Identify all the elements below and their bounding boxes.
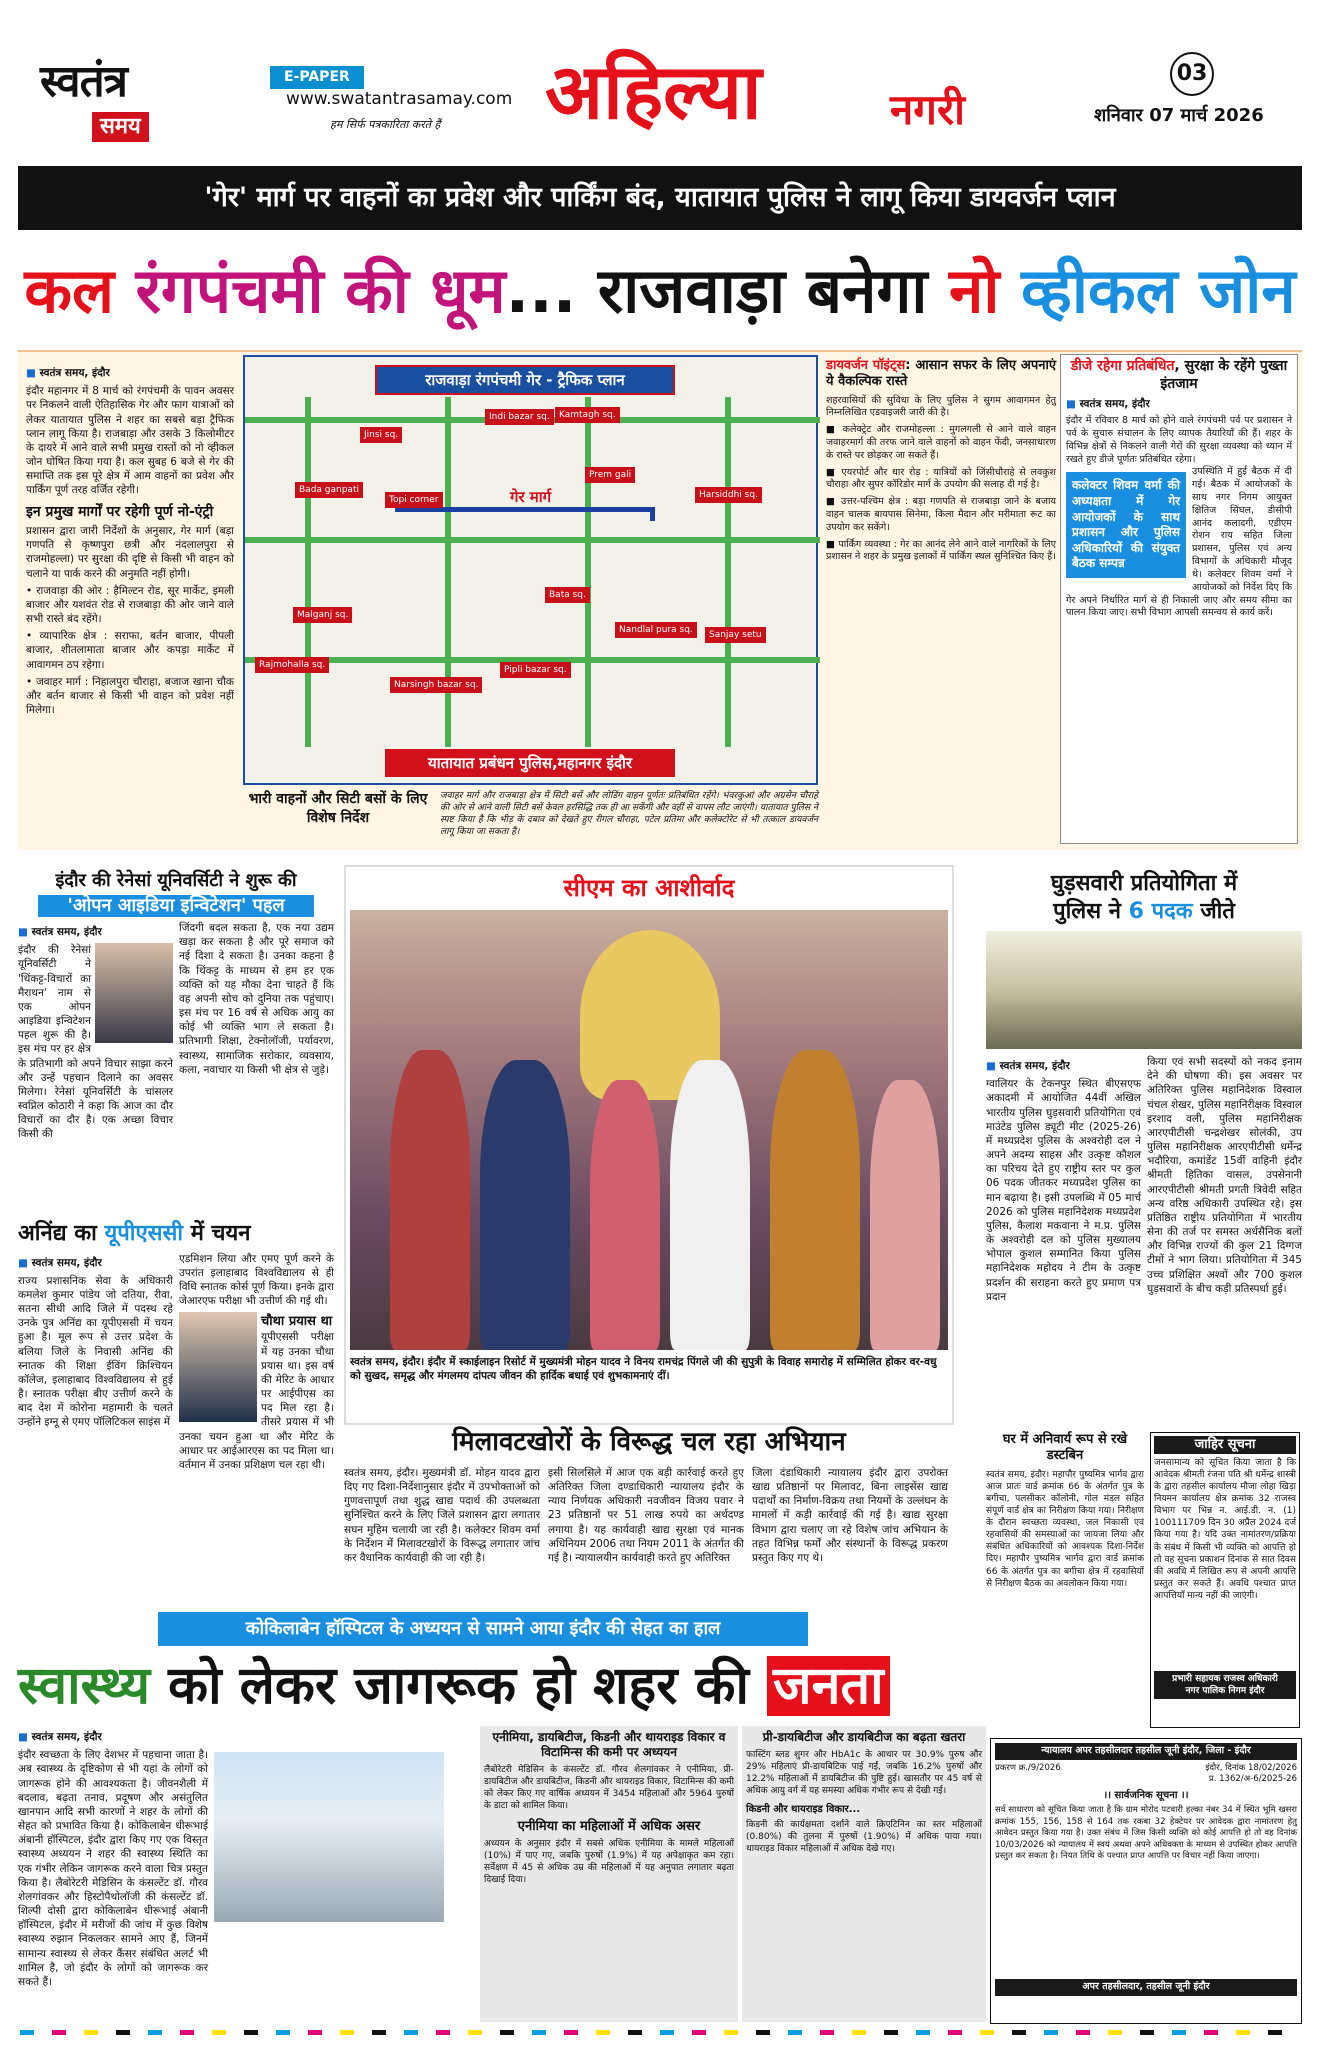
registration-dot: [84, 2030, 98, 2035]
police-photo: [986, 931, 1302, 1049]
dj-story: डीजे रहेगा प्रतिबंधित, सुरक्षा के रहेंगे पुख्ता इंतजाम ■ स्वतंत्र समय, इंदौर इंदौर में रविवार 8 मार्च को होने वाले रंगपंचमी पर्व पर प्रशासन ने पर्व के सुचारु संचालन के लिए व्यापक तैयारियाँ की हैं। शहर के विभिन्न क्षेत्रों से निकलने वाली गेरों की सुरक्षा व्यवस्था को ध्यान में रखते हुए डीजे पूर्णतः प्रतिबंधित रहेगा। कलेक्टर शिवम वर्मा की अध्यक्षता में गेर आयोजकों के साथ प्रशासन और पुलिस अधिकारियों की संयुक्त बैठक सम्पन्न उपस्थिति में हुई बैठक में दी गई। बैठक में आयोजकों के साथ नगर निगम आयुक्त क्षितिज सिंघल, डीसीपी आनंद कलादगी, एडीएम रोशन राय सहित जिला प्रशासन, पुलिस एवं अन्य विभागों के अधिकारी मौजूद थे। कलेक्टर शिवम वर्मा ने आयोजकों को निर्देश दिए कि गेर अपने निर्धारित मार्ग से ही निकाली जाए और समय सीमा का पालन किया जाए। सभी विभाग आपसी समन्वय से कार्य करें।: [1066, 358, 1292, 840]
registration-dot: [820, 2030, 834, 2035]
map-place: Harsiddhi sq.: [695, 487, 762, 503]
registration-dot: [244, 2030, 258, 2035]
registration-dot: [436, 2030, 450, 2035]
headline-part: ... राजवाड़ा बनेगा: [505, 254, 949, 327]
registration-dot: [1268, 2030, 1282, 2035]
registration-dot: [596, 2030, 610, 2035]
registration-dot: [276, 2030, 290, 2035]
cm-photo-title: सीएम का आशीर्वाद: [563, 874, 735, 902]
upsc-story: अनिंद्य का यूपीएससी में चयन ■ स्वतंत्र समय, इंदौर राज्य प्रशासनिक सेवा के अधिकारी कमलेश कुमार पांडेय जो दतिया, रीवा, सतना सीधी आदि जिले में पदस्थ रहे उनके पुत्र अनिंद्य का यूपीएससी में चयन हुआ है। मूल रूप से उत्तर प्रदेश के बलिया जिले के निवासी अनिंद्य की स्नातक की शिक्षा ईविंग क्रिश्चियन कॉलेज, इलाहाबाद विश्वविद्यालय से हुई है। स्नातक परीक्षा बीए उत्तीर्ण करने के बाद देश में कोरोना महामारी के चलते उन्होंने इग्नू से एमए पॉलिटिकल साइंस में एडमिशन लिया और एमए पूर्ण करने के उपरांत इलाहाबाद विश्वविद्यालय से ही विधि स्नातक कोर्स पूर्ण किया। इनके द्वारा जेआरएफ परीक्षा भी उत्तीर्ण की गई थी। चौथा प्रयास था यूपीएससी परीक्षा में यह उनका चौथा प्रयास था। इस वर्ष की मेरिट के आधार पर आईपीएस का पद मिल रहा है। तीसरे प्रयास में भी उनका चयन हुआ था और मेरिट के आधार पर आईआरएस का पद मिला था। वर्तमान में उनका प्रशिक्षण चल रहा थी।: [18, 1220, 334, 1610]
headline-part: रंगपंचमी की धूम: [135, 254, 506, 327]
diversion-story: डायवर्जन पॉइंट्स: आसान सफर के लिए अपनाएं ये वैकल्पिक रास्ते शहरवासियों की सुविधा के लिए पुलिस ने सुगम आवागमन हेतु निम्नलिखित एडवाइजरी जारी की है। ■ कलेक्ट्रेट और राजमोहल्ला : मुगलगली से आने वाले वाहन जवाहरमार्ग की तरफ जाने वाले वाहनों को वाहन फेंदी, जनसाधारण के रास्ते पर छोड़कर जा सकते हैं। ■ एयरपोर्ट और धार रोड़ : यात्रियों को जिंसीचौराहे से लवकुश चौराहा और सुपर कॉरिडोर मार्ग के उपयोग की सलाह दी गई है। ■ उत्तर-पश्चिम क्षेत्र : बड़ा गणपति से राजबाड़ा जाने के बजाय वाहन चालक बायपास सिनेमा, किला मैदान और मरीमाता रूट का उपयोग कर सकेंगे। ■ पार्किंग व्यवस्था : गेर का आनंद लेने आने वाले नागरिकों के लिए प्रशासन ने शहर के प्रमुख इलाकों में पार्किंग स्थल सुनिश्चित किए हैं।: [826, 358, 1057, 563]
cm-photo: [350, 910, 948, 1350]
registration-dot: [308, 2030, 322, 2035]
map-place: Pipli bazar sq.: [500, 662, 571, 678]
registration-dot: [116, 2030, 130, 2035]
adulteration-story: मिलावटखोरों के विरूद्ध चल रहा अभियान स्वतंत्र समय, इंदौर। मुख्यमंत्री डॉ. मोहन यादव द्वारा दिए गए दिशा-निर्देशानुसार इंदौर में उपभोक्ताओं को गुणवत्तापूर्ण तथा शुद्ध खाद्य पदार्थ की उपलब्धता सुनिश्चित करने के लिए जिले प्रशासन द्वारा लगातार सघन मुहिम चलायी जा रही है। कलेक्टर शिवम वर्मा के निर्देशन में मिलावटखोरों के विरूद्ध लगातार जांच कर वैधानिक कार्यवाही की जा रही है। इसी सिलसिले में आज एक बड़ी कार्रवाई करते हुए अतिरिक्त जिला दण्डाधिकारी न्यायालय इंदौर के न्याय निर्णयक अधिकारी नवजीवन विजय पवार ने 23 प्रतिष्ठानों पर 51 लाख रुपये का अर्थदण्ड लगाया है। यह कार्यवाही खाद्य सुरक्षा एवं मानक अधिनियम 2006 तथा नियम 2011 के अंतर्गत की गई है। न्यायालयीन कार्यवाही करते हुए अतिरिक्त जिला दंडाधिकारी न्यायालय इंदौर द्वारा उपरोक्त खाद्य प्रतिष्ठानों पर मिलावट, बिना लाइसेंस खाद्य पदार्थों का निर्माण-विक्रय तथा नियमों के उल्लंघन के मामलों में कड़ी कार्रवाई की गई है। खाद्य सुरक्षा विभाग द्वारा चलाए जा रहे विशेष जांच अभियान के तहत विभिन्न फर्मों और संस्थानों के विरूद्ध प्रकरण प्रस्तुत किए गए थे।: [344, 1428, 954, 1608]
registration-dot: [1108, 2030, 1122, 2035]
health-headline: स्वास्थ्य को लेकर जागरूक हो शहर की जनता: [18, 1650, 1018, 1722]
map-footer: यातायात प्रबंधन पुलिस,महानगर इंदौर: [385, 749, 675, 777]
lead-subbody: प्रशासन द्वारा जारी निर्देशों के अनुसार, गेर मार्ग (बड़ा गणपति से कृष्णपुरा छत्री और नंदलालपुरा से राजमोहल्ला) पर सुरक्षा की दृष्टि से किसी भी वाहन को चलाने या पार्क करने की अनुमति नहीं होगी।: [26, 525, 234, 580]
registration-dot: [468, 2030, 482, 2035]
top-headline-band: 'गेर' मार्ग पर वाहनों का प्रवेश और पार्किंग बंद, यातायात पुलिस ने लागू किया डायवर्जन प्लान: [18, 166, 1302, 230]
registration-dot: [564, 2030, 578, 2035]
cm-photo-caption: स्वतंत्र समय, इंदौर। इंदौर में स्काईलाइन रिसोर्ट में मुख्यमंत्री मोहन यादव ने विनय रामचंद्र पिंगले जी की सुपुत्री के विवाह समारोह में सम्मिलित होकर वर-वधु को सुखद, समृद्ध और मंगलमय दांपत्य जीवन की हार्दिक बधाई एवं शुभकामनाएं दीं।: [350, 1356, 937, 1383]
registration-dot: [628, 2030, 642, 2035]
dustbin-story: घर में अनिवार्य रूप से रखे डस्टबिन स्वतंत्र समय, इंदौर। महापौर पुष्यमित्र भार्गव द्वारा आज प्रातः वार्ड क्रमांक 66 के अंतर्गत पुत्र के बगीचा, पलसीकर कॉलोनी, गोल मंडल सहित संपूर्ण वार्ड क्षेत्र का निरीक्षण किया गया। निरीक्षण के दौरान स्वच्छता व्यवस्था, जल निकासी एवं रहवासियों की समस्याओं का जायजा लिया और संबंधित अधिकारियों को आवश्यक दिशा-निर्देश दिए। महापौर पुष्यमित्र भार्गव द्वारा वार्ड क्रमांक 66 के अंतर्गत पुत्र का बगीचा क्षेत्र में रहवासियों से निरीक्षण बैठक का अवलोकन किया गया।: [986, 1432, 1144, 1589]
person-photo: [179, 1312, 257, 1422]
registration-dot: [980, 2030, 994, 2035]
person-photo: [95, 943, 173, 1043]
main-headline: [18, 236, 1302, 346]
map-place: Rajmohalla sq.: [255, 657, 329, 673]
map-place: Nandlal pura sq.: [615, 622, 697, 638]
lead-subhead: इन प्रमुख मार्गों पर रहेगी पूर्ण नो-एंट्री: [26, 503, 214, 520]
lead-bullet: • जवाहर मार्ग : निहालपुरा चौराहा, बजाज खाना चौक और बर्तन बाजार से किसी भी वाहन को प्रवेश नहीं मिलेगा।: [26, 675, 234, 717]
map-place: Bada ganpati: [295, 482, 363, 498]
map-place: Kamtagh sq.: [555, 407, 620, 423]
registration-dot: [756, 2030, 770, 2035]
registration-dot: [404, 2030, 418, 2035]
page-number: 03: [1170, 52, 1214, 96]
registration-dot: [660, 2030, 674, 2035]
lead-story: [26, 362, 234, 842]
ger-route-label: गेर मार्ग: [510, 488, 552, 506]
registration-dot: [1140, 2030, 1154, 2035]
lead-body: इंदौर महानगर में 8 मार्च को रंगपंचमी के पावन अवसर पर निकलने वाली ऐतिहासिक गेर और फाग यात्राओं को लेकर यातायात पुलिस ने शहर का सबसे बड़ा ट्रैफिक प्लान लागू किया है। राजबाड़ा और उसके 3 किलोमीटर के दायरे में आने वाले सभी प्रमुख रास्तों को नो व्हीकल जोन घोषित किया गया है। कल सुबह 6 बजे से गेर की समाप्ति तक इस पूरे क्षेत्र में आम वाहनों का प्रवेश और पार्किंग पूर्ण तरह वर्जित रहेगी।: [26, 385, 234, 497]
registration-dot: [1236, 2030, 1250, 2035]
kokilaben-band: कोकिलाबेन हॉस्पिटल के अध्ययन से सामने आया इंदौर की सेहत का हाल: [158, 1612, 808, 1646]
registration-dot: [1044, 2030, 1058, 2035]
registration-dot: [1076, 2030, 1090, 2035]
health-story: ■ स्वतंत्र समय, इंदौर इंदौर स्वच्छता के लिए देशभर में पहचाना जाता है। अब स्वास्थ्य के दृष्टिकोण से भी यहां के लोगों को जागरूक होने की आवश्यकता है। जीवनशैली में बदलाव, बढ़ता तनाव, प्रदूषण और असंतुलित खानपान आदि सभी कारणों ने शहर के लोगों की सेहत को प्रभावित किया है। कोकिलाबेन धीरूभाई अंबानी हॉस्पिटल, इंदौर द्वारा किए गए एक विस्तृत स्वास्थ्य अध्ययन ने शहर की स्वास्थ्य स्थिति का एक गंभीर लेकिन जागरूक करने वाला चित्र प्रस्तुत किया है। लैबोरेटरी मेडिसिन के कंसल्टेंट डॉ. गौरव शेलगांवकर और हिस्टोपैथोलॉजी की कंसल्टेंट डॉ. शिल्पी दोसी द्वारा कोकिलाबेन धीरूभाई अंबानी हॉस्पिटल, इंदौर में मरीजों की जांच में कुछ विशेष स्वास्थ्य रुझान निकलकर सामने आए हैं, जिनमें सामान्य स्वास्थ्य से लेकर कैंसर संबंधित अलर्ट भी शामिल है, जो इंदौर के लोगों को जागरूक कर सकते हैं।: [18, 1726, 474, 2022]
lead-bullet: • राजवाड़ा की ओर : हैमिल्टन रोड, सूर मार्केट, इमली बाजार और यशवंत रोड से राजबाड़ा की ओर जाने वाले सभी रास्ते बंद रहेंगे।: [26, 584, 235, 626]
map-place: Prem gali: [585, 467, 635, 483]
horse-story: घुड़सवारी प्रतियोगिता में पुलिस ने 6 पदक जीते ■ स्वतंत्र समय, इंदौर ग्वालियर के टेकनपुर स्थित बीएसएफ अकादमी में आयोजित 44वीं अखिल भारतीय पुलिस घुड़सवारी प्रतियोगिता एवं माउंटेड पुलिस ड्यूटी मीट (2025-26) में मध्यप्रदेश पुलिस के अश्वरोही दल ने अपने अदम्य साहस और उत्कृष्ट कौशल का परिचय देते हुए राष्ट्रीय स्तर पर कुल 06 पदक जीतकर मध्यप्रदेश पुलिस का मान बढ़ाया है। इसी उपलब्धि में 05 मार्च 2026 को पुलिस महानिदेशक मध्यप्रदेश पुलिस, कैलाश मकवाना ने म.प्र. पुलिस के अश्वरोही दल को पुलिस मुख्यालय भोपाल कुशल सम्मानित किया पुलिस महानिदेशक महोदय ने टीम के उत्कृष्ट प्रदर्शन की सराहना करते हुए प्रमाण पत्र प्रदान किया एवं सभी सदस्यों को नकद इनाम देने की घोषणा की। इस अवसर पर अतिरिक्त पुलिस महानिदेशक विस्वाल चंचल शेखर, पुलिस महानिरीक्षक विस्वाल इरशाद वली, पुलिस महानिरीक्षक आरएपीटीसी चन्द्रशेखर सोलंकी, उप पुलिस महानिरीक्षक आरएपीटीसी धर्मेन्द्र भदौरिया, कमांडेंट 15वीं वाहिनी इंदौर श्रीमती हितिका वासल, उपसेनानी आरएपीटीसी श्रीमती प्रगती त्रिवेदी सहित अन्य वरिष्ठ अधिकारी उपस्थित रहे। इस प्रतिष्ठित राष्ट्रीय प्रतियोगिता में भारतीय सेना की तर्ज पर समस्त अर्धसैनिक बलों और विभिन्न राज्यों की कुल 21 दिग्गज टीमों ने भाग लिया। प्रतियोगिता में 345 उच्च प्रशिक्षित अश्वों और 700 कुशल घुड़सवारों के बीच कड़ी प्रतिस्पर्धा हुई।: [986, 870, 1302, 1430]
headline-part: व्हीकल जोन: [1021, 254, 1296, 327]
map-place: Jinsi sq.: [360, 427, 402, 443]
tagline: हम सिर्फ पत्रकारिता करते हैं: [330, 118, 441, 131]
lead-bullet: • व्यापारिक क्षेत्र : सराफा, बर्तन बाजार, पीपली बाजार, शीतलामाता बाजार और कपड़ा मार्केट में आवागमन ठप रहेगा।: [26, 630, 234, 671]
registration-dot: [52, 2030, 66, 2035]
registration-dot: [948, 2030, 962, 2035]
public-notice: जाहिर सूचना जनसामान्य को सूचित किया जाता है कि आवेदक श्रीमती रंजना पति श्री धर्मेन्द्र शास्त्री के द्वारा तहसील कार्यालय मौजा लोहा खिड़ा नियमन कार्यालय क्षेत्र क्रमांक 32 राजस्व विभाग पर भिन्न न. आई.डी. न. (1) 100111709 दिन 30 अप्रैल 2024 दर्ज किया गया है। यदि उक्त नामांतरण/प्रक्रिया के संबंध में किसी भी व्यक्ति को आपत्ति हो तो वह सूचना प्रकाशन दिनांक से सात दिवस की अवधि में लिखित रूप से अपनी आपत्ति प्रस्तुत कर सकते हैं। अवधि पश्चात प्राप्त आपत्तियाँ मान्य नहीं की जाएंगी। प्रभारी सहायक राजस्व अधिकारी नगर पालिक निगम इंदौर: [1150, 1432, 1300, 1728]
website-link[interactable]: www.swatantrasamay.com: [286, 89, 513, 109]
traffic-map: [243, 355, 818, 785]
map-title: राजवाड़ा रंगपंचमी गेर - ट्रैफिक प्लान: [375, 365, 675, 395]
renesa-story: इंदौर की रेनेसां यूनिवर्सिटी ने शुरू की 'ओपन आइडिया इन्विटेशन' पहल ■ स्वतंत्र समय, इंदौर इंदौर की रेनेसां यूनिवर्सिटी ने 'थिंकट्ट-विचारों का मैराथन' नाम से एक ओपन आइडिया इन्विटेशन पहल शुरू की है। इस मंच पर हर क्षेत्र के प्रतिभागी को अपने विचार साझा करने और उन्हें पहचान दिलाने का अवसर मिलेगा। रेनेसां यूनिवर्सिटी के चांसलर स्वप्निल कोठारी ने कहा कि आज का दौर विचारों का दौर है। एक अच्छा विचार किसी की जिंदगी बदल सकता है, एक नया उद्यम खड़ा कर सकता है और पूरे समाज को नई दिशा दे सकता है। उनका कहना है कि थिंकट्ट के माध्यम से हम हर एक व्यक्ति को यह मौका देना चाहते हैं कि वह अपनी सोच को दुनिया तक पहुंचाए। इस मंच पर 16 वर्ष से अधिक आयु का कोई भी व्यक्ति भाग ले सकता है। प्रतिभागी शिक्षा, टेक्नोलॉजी, पर्यावरण, स्वास्थ्य, सामाजिक सरोकार, व्यवसाय, कला, नवाचार या किसी भी क्षेत्र से जुड़े।: [18, 870, 334, 1210]
health-box-1: एनीमिया, डायबिटीज, किडनी और थायराइड विकार व विटामिन्स की कमी पर अध्ययन लैबोरेटरी मेडिसिन के कंसल्टेंट डॉ. गौरव शेलगांवकर ने एनीमिया, प्री-डायबिटीज और डायबिटीज, किडनी और थायराइड विकार, विटामिन्स की कमी को लेकर किए गए वार्षिक अध्ययन में 3454 महिलाओं और 5964 पुरुषों के डाटा को शामिल किया। एनीमिया का महिलाओं में अधिक असर अध्ययन के अनुसार इंदौर में सबसे अधिक एनीमिया के मामले महिलाओं (10%) में पाए गए, जबकि पुरुषों (1.9%) में यह अपेक्षाकृत कम रहा। सर्वेक्षण में 45 से अधिक उम्र की महिलाओं में यह अनुपात लगातार बढ़ता दिखाई दिया।: [480, 1726, 738, 2022]
map-place: Malganj sq.: [293, 607, 352, 623]
hospital-photo: [214, 1752, 444, 1922]
registration-dot: [148, 2030, 162, 2035]
logo-bottom: समय: [92, 112, 149, 142]
headline-part: नो: [949, 254, 1022, 327]
registration-dot: [212, 2030, 226, 2035]
registration-dot: [500, 2030, 514, 2035]
map-place: Bata sq.: [545, 587, 590, 603]
registration-dot: [180, 2030, 194, 2035]
registration-dot: [372, 2030, 386, 2035]
map-place: Indi bazar sq.: [485, 409, 554, 425]
registration-dot: [884, 2030, 898, 2035]
epaper-badge: E-PAPER: [270, 66, 364, 89]
byline: ■ स्वतंत्र समय, इंदौर: [26, 366, 234, 380]
logo-top: स्वतंत्र: [40, 56, 127, 107]
map-place: Narsingh bazar sq.: [390, 677, 482, 693]
registration-dot: [916, 2030, 930, 2035]
issue-date: शनिवार 07 मार्च 2026: [1094, 105, 1264, 126]
registration-dot: [788, 2030, 802, 2035]
registration-dot: [340, 2030, 354, 2035]
print-registration-marks: [0, 2030, 1318, 2036]
masthead: [0, 0, 1318, 158]
adulteration-headline: मिलावटखोरों के विरूद्ध चल रहा अभियान: [452, 1427, 846, 1457]
registration-dot: [692, 2030, 706, 2035]
headline-part: कल: [24, 254, 136, 327]
registration-dot: [1012, 2030, 1026, 2035]
registration-dot: [1204, 2030, 1218, 2035]
map-place: Topi corner: [385, 492, 443, 508]
map-place: Sanjay setu: [705, 627, 766, 643]
registration-dot: [532, 2030, 546, 2035]
ger-route: [395, 507, 655, 521]
health-box-2: प्री-डायबिटीज और डायबिटीज का बढ़ता खतरा फास्टिंग ब्लड शुगर और HbA1c के आधार पर 30.9% पुरुष और 29% महिलाएं प्री-डायबिटिक पाई गईं, जबकि 16.2% पुरुषों और 12.2% महिलाओं में डायबिटीज की पुष्टि हुई। खासतौर पर 45 वर्ष से अधिक आयु वर्ग में यह समस्या अधिक गंभीर रूप से देखी गई। किडनी और थायराइड विकार... किडनी की कार्यक्षमता दर्शाने वाले क्रिएटिनिन का स्तर महिलाओं (0.80%) की तुलना में पुरुषों (1.90%) में अधिक पाया गया। थायराइड विकार महिलाओं में अधिक देखे गए।: [742, 1726, 986, 2022]
page-title-sub: नगरी: [890, 85, 966, 134]
page-title: अहिल्या: [545, 47, 762, 136]
court-notice: न्यायालय अपर तहसीलदार तहसील जूनी इंदौर, जिला - इंदौर प्रकरण क्र./9/2026 इंदौर, दिनांक 18/02/2026 प्र. 1362/अ-6/2025-26 ।। सार्वजनिक सूचना ।। सर्व साधारण को सूचित किया जाता है कि ग्राम मोरोद पटवारी हल्का नंबर 34 में स्थित भूमि खसरा क्रमांक 155, 156, 158 से 164 तक रकबा 32 हेक्टेयर पर आवेदक द्वारा नामांतरण हेतु आवेदन प्रस्तुत किया गया है। उक्त संबंध में जिस किसी व्यक्ति को कोई आपत्ति हो तो वह दिनांक 10/03/2026 को न्यायालय में स्वयं अथवा अपने अधिवक्ता के माध्यम से उपस्थित होकर आपत्ति प्रस्तुत कर सकता है। नियत तिथि के पश्चात प्राप्त आपत्ति पर विचार नहीं किया जाएगा। अपर तहसीलदार, तहसील जूनी इंदौर: [990, 1738, 1302, 2024]
registration-dot: [1172, 2030, 1186, 2035]
pull-quote: कलेक्टर शिवम वर्मा की अध्यक्षता में गेर आयोजकों के साथ प्रशासन और पुलिस अधिकारियों की संयुक्त बैठक सम्पन्न: [1066, 472, 1186, 578]
registration-dot: [852, 2030, 866, 2035]
registration-dot: [20, 2030, 34, 2035]
heavy-vehicle-head: भारी वाहनों और सिटी बसों के लिए विशेष निर्देश: [248, 791, 428, 826]
registration-dot: [724, 2030, 738, 2035]
heavy-vehicle-body: जवाहर मार्ग और राजबाड़ा क्षेत्र में सिटी बसें और लोडिंग वाहन पूर्णतः प्रतिबंधित रहेंगे। भंवरकुआं और अग्रसेन चौराहे की ओर से आने वाली सिटी बसें केवल हरसिद्धि तक ही आ सकेंगी और वहीं से वापस लौट जाएंगी। यातायात पुलिस ने स्पष्ट किया है कि भीड़ के दबाव को देखते हुए रीगल चौराहा, पटेल प्रतिमा और कलेक्टोरेट से भी तत्काल डायवर्जन लागू किया जा सकता है।: [440, 791, 818, 838]
